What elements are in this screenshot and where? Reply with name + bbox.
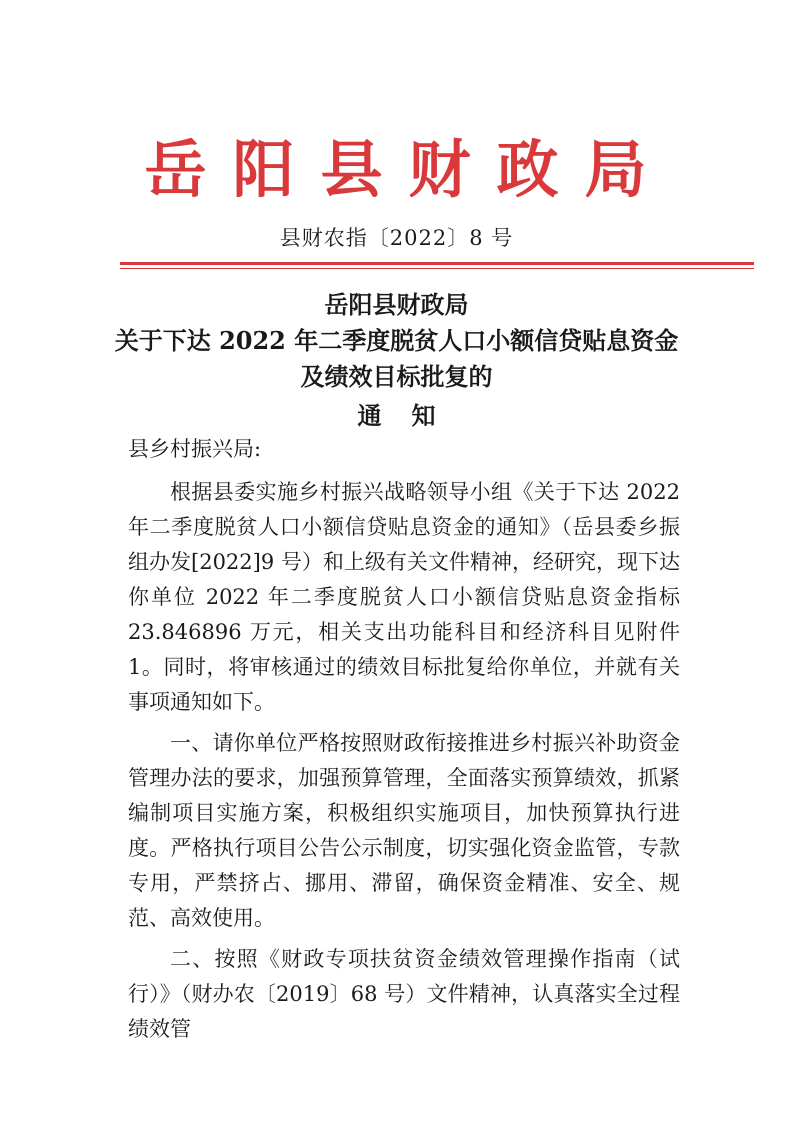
document-number: 县财农指〔2022〕8 号: [279, 226, 514, 250]
paragraph-1: 根据县委实施乡村振兴战略领导小组《关于下达 2022 年二季度脱贫人口小额信贷贴息资金的通知》（岳县委乡振组办发[2022]9 号）和上级有关文件精神，经研究，现下达你单位 2022 年二季度脱贫人口小额信贷贴息资金指标 23.846896 万元，相关支出功能科目和经济科目见附件 1。同时，将审核通过的绩效目标批复给你单位，并就有关事项通知如下。: [128, 480, 680, 714]
document-body: [128, 432, 680, 1053]
red-separator-line-thin: [120, 268, 754, 269]
red-separator-line: [120, 262, 754, 265]
org-letterhead: 岳阳县财政局: [144, 133, 673, 206]
title-line-3: 及绩效目标批复的: [300, 362, 493, 391]
title-line-2: 关于下达 2022 年二季度脱贫人口小额信贷贴息资金: [114, 326, 679, 355]
paragraph-2: 一、请你单位严格按照财政衔接推进乡村振兴补助资金管理办法的要求，加强预算管理，全面落实预算绩效，抓紧编制项目实施方案，积极组织实施项目，加快预算执行进度。严格执行项目公告公示制度，切实强化资金监管，专款专用，严禁挤占、挪用、滞留，确保资金精准、安全、规范、高效使用。: [128, 731, 680, 930]
salutation: 县乡村振兴局:: [128, 437, 262, 461]
title-line-4: 通知: [357, 401, 466, 430]
title-line-1: 岳阳县财政局: [324, 290, 469, 319]
paragraph-3: 二、按照《财政专项扶贫资金绩效管理操作指南（试行）》（财办农〔2019〕68 号）文件精神，认真落实全过程绩效管: [128, 947, 680, 1041]
